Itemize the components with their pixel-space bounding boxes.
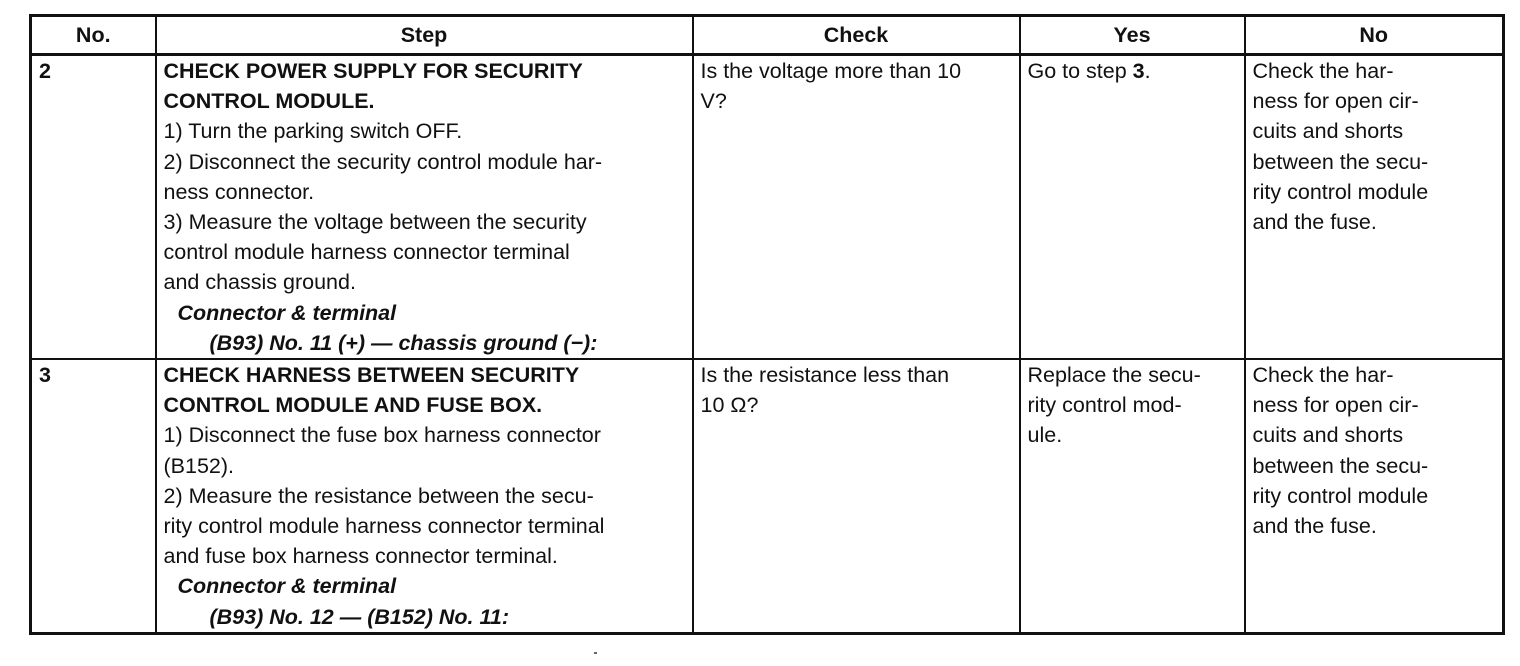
step-title-line: CONTROL MODULE. — [163, 89, 375, 114]
step-instruction: 1) Turn the parking switch OFF. — [163, 119, 463, 144]
no-line: ness for open cir- — [1252, 393, 1419, 418]
step-instruction: 2) Disconnect the security control module har- — [163, 149, 603, 174]
yes-line: ule. — [1027, 423, 1063, 448]
yes-line: Replace the secu- — [1027, 363, 1201, 388]
yes-text-end: . — [1144, 59, 1151, 83]
header-check: Check — [693, 16, 1020, 55]
no-line: and the fuse. — [1252, 514, 1377, 539]
yes-text: Go to step — [1027, 59, 1133, 83]
step-cell — [156, 359, 693, 634]
no-line: and the fuse. — [1252, 210, 1377, 235]
check-cell — [693, 55, 1020, 360]
step-title-line: CHECK POWER SUPPLY FOR SECURITY — [163, 59, 583, 83]
header-row — [31, 16, 1504, 55]
no-line: Check the har- — [1252, 59, 1394, 83]
no-line: between the secu- — [1252, 149, 1429, 174]
step-instruction: 1) Disconnect the fuse box harness connector — [163, 423, 601, 448]
step-title-line: CONTROL MODULE AND FUSE BOX. — [163, 393, 543, 418]
no-line: rity control module — [1252, 179, 1429, 204]
connector-label: Connector & terminal — [177, 300, 397, 325]
step-number: 3 — [31, 359, 156, 634]
diagnostic-table — [29, 14, 1505, 635]
step-instruction: 2) Measure the resistance between the secu- — [163, 483, 594, 508]
step-instruction: 3) Measure the voltage between the security — [163, 210, 587, 235]
no-cell — [1245, 359, 1504, 634]
step-instruction: and chassis ground. — [163, 270, 356, 295]
step-instruction: (B152). — [163, 453, 235, 478]
step-title-line: CHECK HARNESS BETWEEN SECURITY — [163, 363, 580, 388]
check-line: V? — [700, 89, 727, 114]
no-line: rity control module — [1252, 483, 1429, 508]
step-instruction: rity control module harness connector terminal — [163, 514, 605, 539]
check-line: 10 Ω? — [700, 393, 759, 418]
step-instruction: control module harness connector terminal — [163, 240, 570, 265]
step-instruction: and fuse box harness connector terminal. — [163, 544, 558, 569]
check-line: Is the resistance less than — [700, 363, 950, 388]
no-line: cuits and shorts — [1252, 119, 1404, 144]
connector-label: Connector & terminal — [177, 574, 397, 599]
header-step: Step — [156, 16, 693, 55]
header-no-result: No — [1245, 16, 1504, 55]
yes-line: rity control mod- — [1027, 393, 1182, 418]
yes-cell — [1020, 55, 1245, 360]
step-cell — [156, 55, 693, 360]
no-line: cuits and shorts — [1252, 423, 1404, 448]
connector-value: (B93) No. 12 — (B152) No. 11: — [209, 604, 509, 629]
no-line: ness for open cir- — [1252, 89, 1419, 114]
no-line: between the secu- — [1252, 453, 1429, 478]
yes-cell — [1020, 359, 1245, 634]
table-row — [31, 55, 1504, 360]
yes-step-ref: 3 — [1132, 59, 1145, 83]
table-row — [31, 359, 1504, 634]
step-number: 2 — [31, 55, 156, 360]
header-no: No. — [31, 16, 156, 55]
no-line: Check the har- — [1252, 363, 1394, 388]
step-instruction: ness connector. — [163, 179, 315, 204]
connector-value: (B93) No. 11 (+) — chassis ground (−): — [209, 330, 598, 355]
check-cell — [693, 359, 1020, 634]
check-line: Is the voltage more than 10 — [700, 59, 962, 83]
no-cell — [1245, 55, 1504, 360]
header-yes: Yes — [1020, 16, 1245, 55]
scan-speck — [594, 652, 597, 654]
